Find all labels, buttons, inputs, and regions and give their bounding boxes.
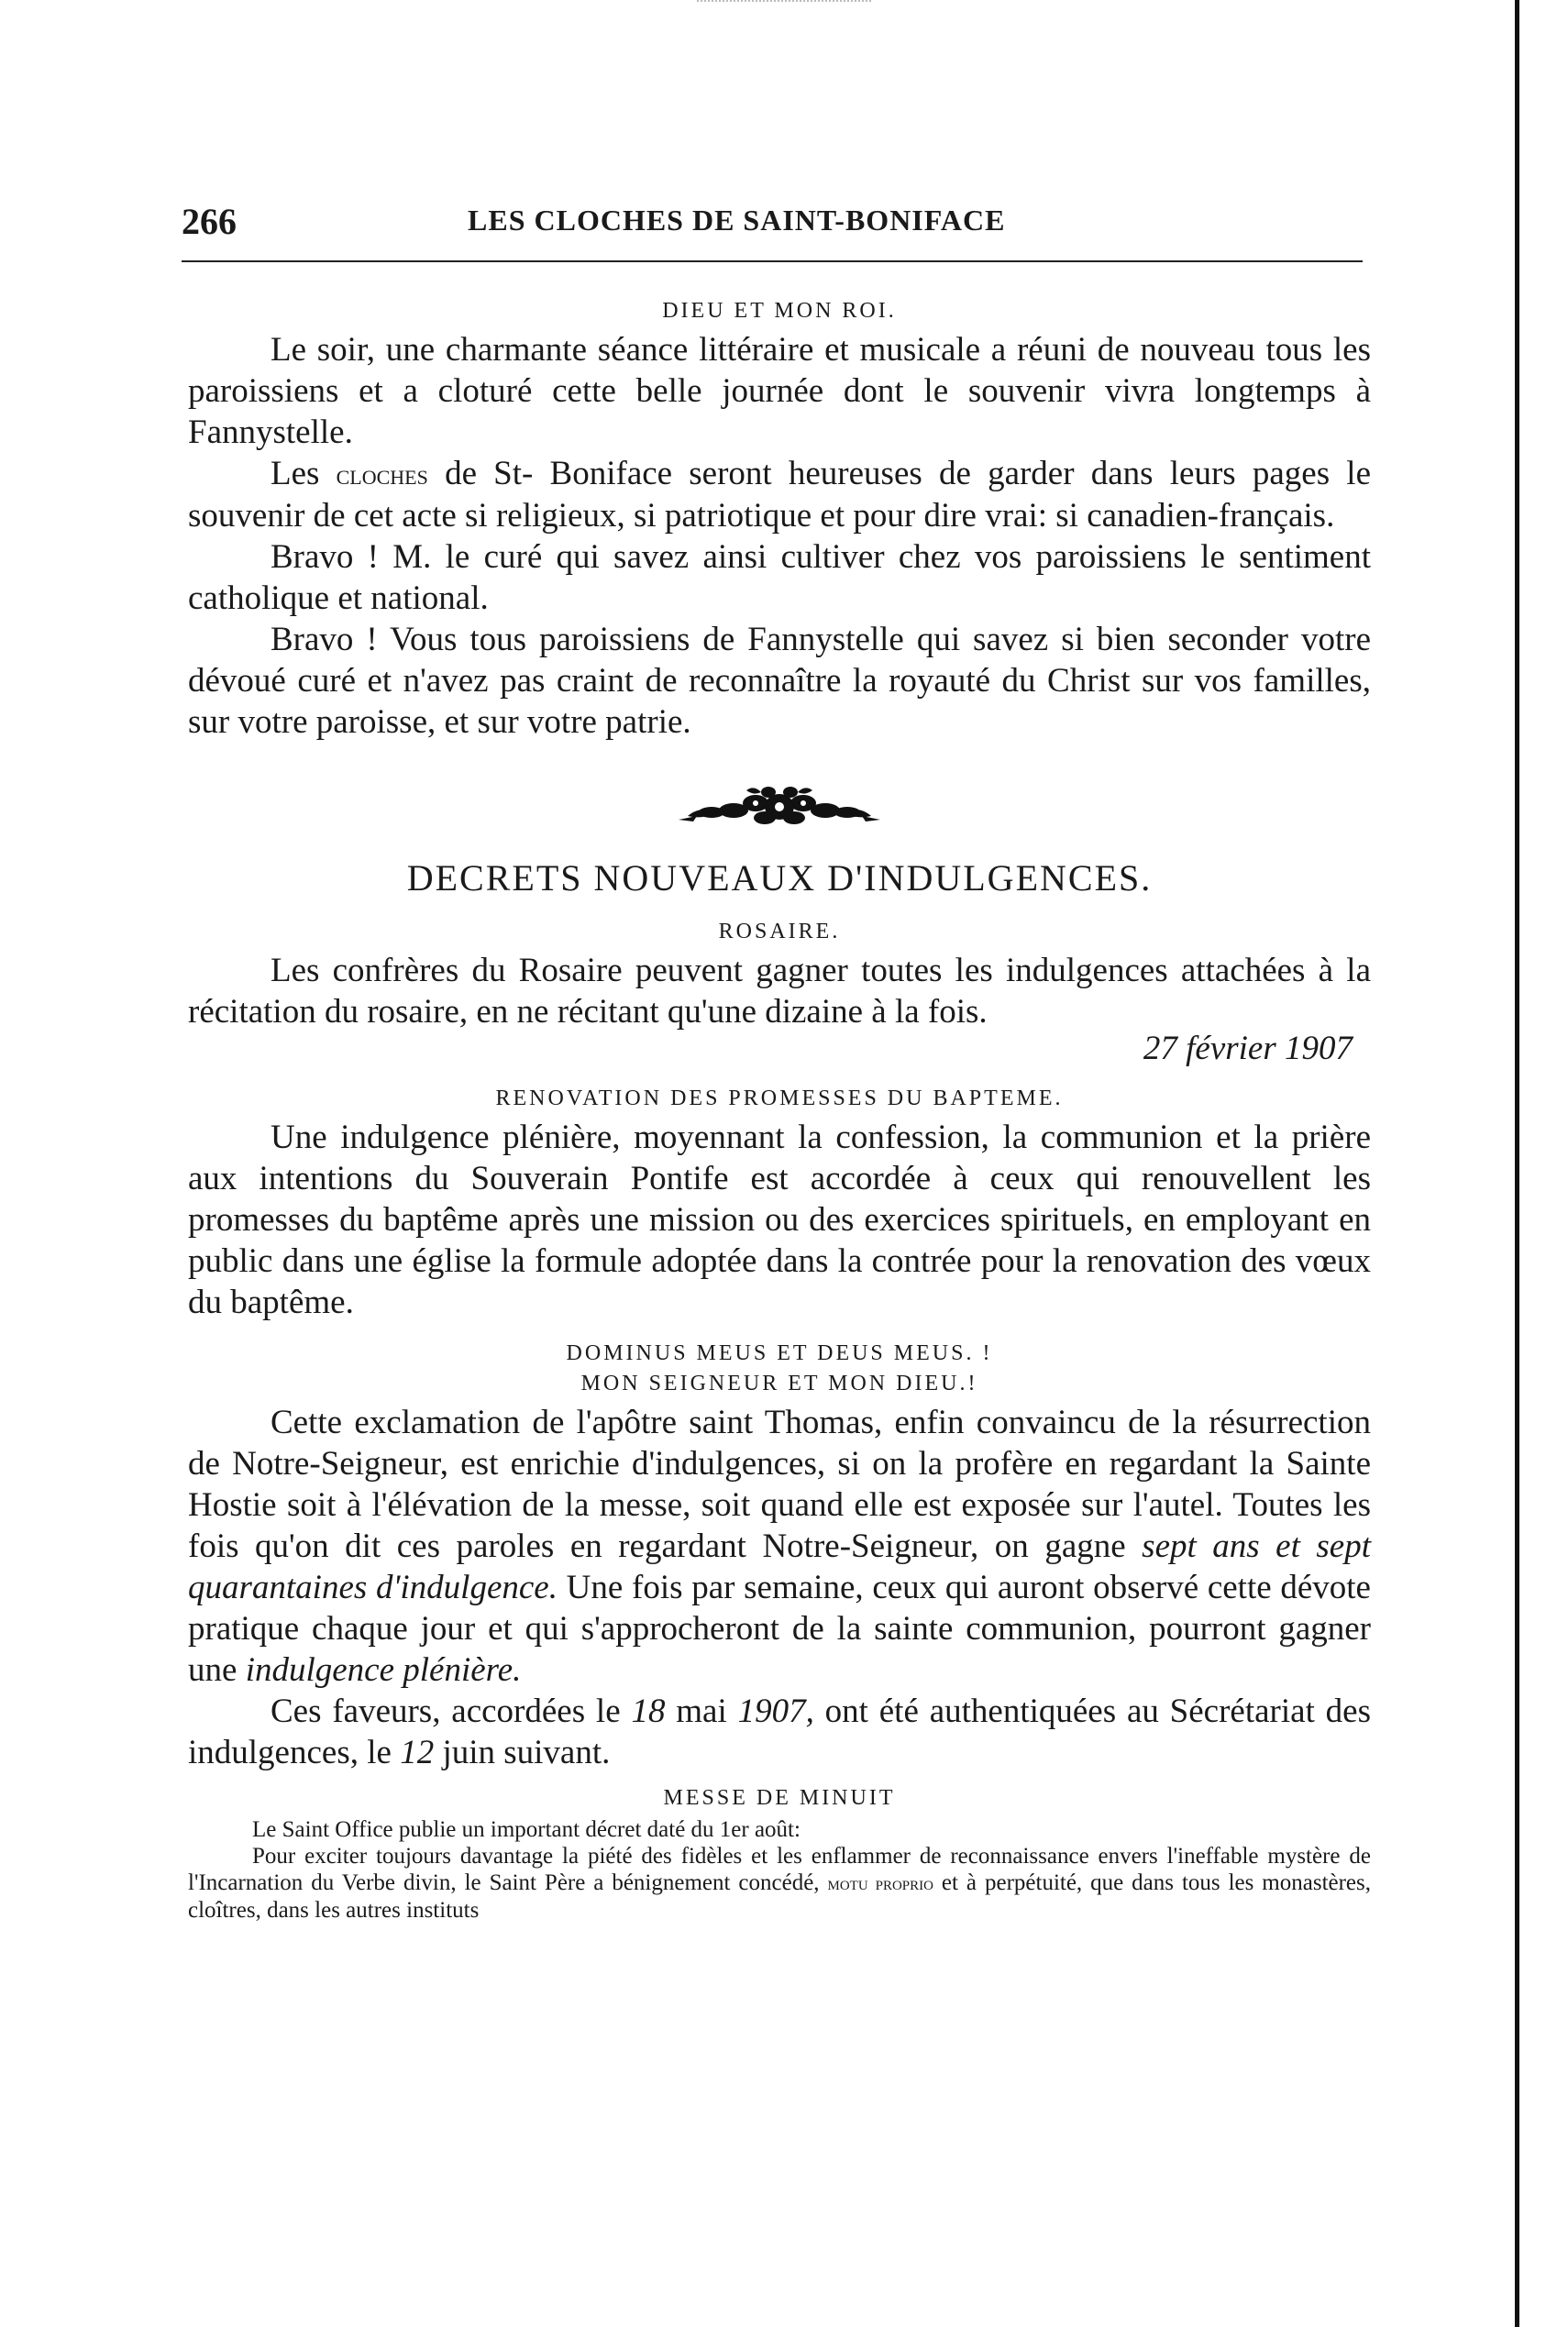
heading-renovation: RENOVATION DES PROMESSES DU BAPTEME. — [495, 1086, 1064, 1110]
faveurs-g: juin suivant. — [434, 1734, 611, 1771]
messe-paragraph — [188, 1843, 1371, 1924]
faveurs-day-2: 12 — [400, 1734, 435, 1771]
page-body — [188, 299, 1371, 1924]
messe-paragraph-a: Pour exciter toujours davantage la piété des fidèles et les enflammer de reconnaissance envers l'ineffable mystère de l'Incarnation du Verbe divin, le Saint Père a bénignement concédé, — [188, 1844, 1371, 1895]
paragraph-bravo-cure: Bravo ! M. le curé qui savez ainsi cultiver chez vos paroissiens le sentiment catholique et national. — [188, 538, 1371, 617]
exclamation-part-a: Cette exclamation de l'apôtre saint Thomas, enfin convaincu de la résurrection de Notre-Seigneur, est enrichie d'indulgences, si on la profère en regardant la Sainte Hostie soit à l'élévation de la messe, soit quand elle est exposée sur l'autel. Toutes les fois qu'on dit ces paroles en regardant Notre-Seigneur, on gagne — [188, 1404, 1371, 1565]
heading-mon-seigneur: MON SEIGNEUR ET MON DIEU.! — [580, 1372, 978, 1395]
paragraph-cloches-rest: de St- Boniface seront heureuses de garder dans leurs pages le souvenir de cet acte si religieux, si patriotique et pour dire vrai: si canadien-français. — [188, 455, 1371, 535]
heading-dominus-meus: DOMINUS MEUS ET DEUS MEUS. ! — [566, 1341, 993, 1365]
running-title: LES CLOCHES DE SAINT-BONIFACE — [468, 204, 1006, 237]
messe-line-1: Le Saint Office publie un important décret daté du 1er août: — [252, 1817, 801, 1842]
paragraph-cloches-lead: Les — [271, 455, 320, 492]
page-number: 266 — [182, 201, 237, 242]
paragraph-rosaire: Les confrères du Rosaire peuvent gagner toutes les indulgences attachées à la récitation du rosaire, en ne récitant qu'une dizaine à la fois. — [188, 952, 1371, 1031]
floral-ornament — [188, 779, 1371, 833]
faveurs-c: mai — [665, 1693, 738, 1730]
decrets-title: DECRETS NOUVEAUX D'INDULGENCES. — [406, 857, 1153, 899]
paragraph-bravo-paroissiens: Bravo ! Vous tous paroissiens de Fannystelle qui savez si bien seconder votre dévoué curé et n'avez pas craint de reconnaître la royauté du Christ sur vos familles, sur votre paroisse, et sur votre patrie. — [188, 621, 1371, 741]
header-rule — [182, 260, 1363, 262]
page-edge-rule — [1515, 0, 1519, 2327]
floral-ornament-icon — [669, 779, 889, 833]
paragraph-faveurs — [188, 1691, 1371, 1773]
rosaire-date: 27 février 1907 — [1143, 1030, 1353, 1067]
exclamation-part-c: Une fois par semaine, ceux qui auront observé cette dévote pratique chaque jour et qui s'approcheront de la sainte communion, pourront gagner une — [188, 1569, 1371, 1689]
paragraph-exclamation — [188, 1402, 1371, 1691]
section-heading-dieu-et-mon-roi: DIEU ET MON ROI. — [662, 299, 897, 323]
messe-paragraph-b: et à perpétuité, que dans tous les monastères, cloîtres, dans les autres instituts — [188, 1870, 1372, 1923]
exclamation-italic-pleniere: indulgence plénière. — [245, 1651, 522, 1689]
exclamation-italic-sept-ans: sept ans et sept quarantaines d'indulgence. — [188, 1527, 1371, 1606]
paragraph-renovation: Une indulgence plénière, moyennant la confession, la communion et la prière aux intentions du Souverain Pontife est accordée à ceux qui renouvellent les promesses du baptême après une mission ou des exercices spirituels, en employant en public dans une église la formule adoptée dans la contrée pour la renovation des vœux du baptême. — [188, 1119, 1371, 1321]
paragraph-soiree: Le soir, une charmante séance littéraire et musicale a réuni de nouveau tous les paroissiens et a cloturé cette belle journée dont le souvenir vivra longtemps à Fannystelle. — [188, 331, 1371, 451]
faveurs-day: 18 — [631, 1693, 666, 1730]
faveurs-year: 1907, — [737, 1693, 814, 1730]
cloches-small-caps: cloches — [336, 458, 428, 491]
faveurs-a: Ces faveurs, accordées le — [271, 1693, 632, 1730]
motu-proprio-small-caps: motu proprio — [827, 1872, 933, 1894]
paragraph-cloches — [188, 453, 1371, 536]
heading-messe-de-minuit: MESSE DE MINUIT — [663, 1786, 896, 1810]
scan-mark — [697, 0, 871, 7]
faveurs-e: ont été authentiquées au Sécrétariat des indulgences, le — [188, 1693, 1371, 1771]
page-header — [182, 196, 1363, 242]
heading-rosaire: ROSAIRE. — [718, 920, 841, 943]
